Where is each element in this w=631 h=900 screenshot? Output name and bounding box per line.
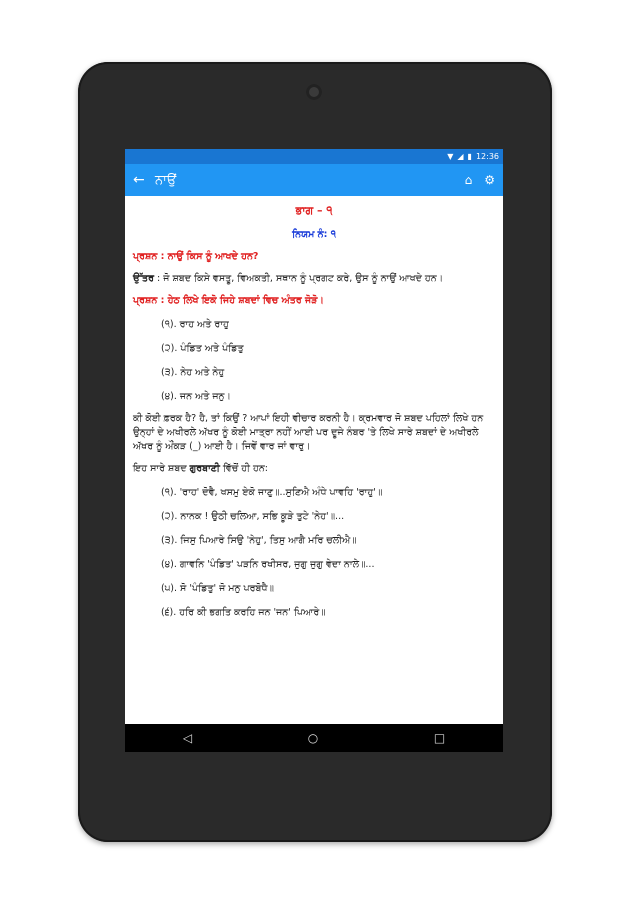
back-arrow-icon[interactable]: ← <box>133 172 145 188</box>
battery-icon: ▮ <box>467 151 472 161</box>
settings-gear-icon[interactable]: ⚙ <box>484 173 495 187</box>
status-bar <box>125 149 503 164</box>
nav-recents-icon[interactable]: □ <box>433 731 446 745</box>
paragraph-source: ਇਹ ਸਾਰੇ ਸ਼ਬਦ ਗੁਰਬਾਣੀ ਵਿੱਚੋਂ ਹੀ ਹਨ: <box>133 463 268 474</box>
list-item: (੧). ਰਾਹ ਅਤੇ ਰਾਹੁ <box>161 319 229 330</box>
answer-label: ਉੱਤਰ <box>133 273 154 284</box>
status-time: 12:36 <box>475 152 499 161</box>
camera-icon <box>306 84 322 100</box>
content-area <box>125 196 503 620</box>
tablet-frame <box>78 62 552 842</box>
example-item: (੨). ਨਾਨਕ ! ਉਠੀ ਚਲਿਆ, ਸਭਿ ਕੂੜੇ ਤੁਟੇ 'ਨੇਹ'॥... <box>161 511 345 522</box>
gurbani-bold: ਗੁਰਬਾਣੀ <box>189 463 220 474</box>
wifi-icon: ▼ <box>447 151 454 161</box>
example-item: (੩). ਜਿਸੁ ਪਿਆਰੇ ਸਿਉ 'ਨੇਹੁ', ਤਿਸੁ ਆਗੈ ਮਰਿ ਚਲੀਐ॥ <box>161 535 357 546</box>
navigation-bar <box>125 724 503 752</box>
rule-heading: ਨਿਯਮ ਨੰ: ੧ <box>292 229 336 240</box>
nav-back-icon[interactable]: ◁ <box>182 731 193 745</box>
answer-text: : ਜੋ ਸ਼ਬਦ ਕਿਸੇ ਵਸਤੂ, ਵਿਅਕਤੀ, ਸਥਾਨ ਨੂੰ ਪ੍ਰਗਟ ਕਰੇ, ਉਸ ਨੂੰ ਨਾਉਂ ਆਖਦੇ ਹਨ। <box>154 273 444 284</box>
nav-home-icon[interactable]: ○ <box>307 731 319 745</box>
paragraph-explanation: ਕੀ ਕੋਈ ਫ਼ਰਕ ਹੈ? ਹੈ, ਤਾਂ ਕਿਉਂ ? ਆਪਾਂ ਇਹੀ ਵੀਚਾਰ ਕਰਨੀ ਹੈ। ਕ੍ਰਮਵਾਰ ਜੋ ਸ਼ਬਦ ਪਹਿਲਾਂ ਲਿਖੇ ਹਨ ਉਨ੍ਹਾਂ ਦੇ ਅਖੀਰਲੇ ਅੱਖਰ ਨੂੰ ਕੋਈ ਮਾਤ੍ਰਾ ਨਹੀਂ ਆਈ ਪਰ ਦੂਜੇ ਨੰਬਰ 'ਤੇ ਲਿਖੇ ਸਾਰੇ ਸ਼ਬਦਾਂ ਦੇ ਅਖੀਰਲੇ ਅੱਖਰ ਨੂੰ ਔਂਕੜ (_) ਆਈ ਹੈ। ਜਿਵੇਂ ਵਾਰ ਜਾਂ ਵਾਰੁ। <box>133 413 484 452</box>
example-item: (੧). 'ਰਾਹ' ਦੋਵੈ, ਖਸਮੁ ਏਕੋ ਜਾਣੁ॥..ਸੁਣਿਐ ਅੰਧੇ ਪਾਵਹਿ 'ਰਾਹੁ'॥ <box>161 487 383 498</box>
section-part-heading: ਭਾਗ – ੧ <box>295 204 333 217</box>
app-bar <box>125 164 503 196</box>
list-item: (੩). ਨੇਹ ਅਤੇ ਨੇਹੁ <box>161 367 225 378</box>
home-icon[interactable]: ⌂ <box>464 173 473 187</box>
example-item: (੫). ਸੋ 'ਪੰਡਿਤੁ' ਜੋ ਮਨੁ ਪਰਬੋਧੈ॥ <box>161 583 274 594</box>
answer-1 <box>133 272 495 286</box>
signal-icon: ◢ <box>457 151 464 161</box>
question-1: ਪ੍ਰਸ਼ਨ : ਨਾਉਂ ਕਿਸ ਨੂੰ ਆਖਦੇ ਹਨ? <box>133 251 259 262</box>
list-item: (੨). ਪੰਡਿਤ ਅਤੇ ਪੰਡਿਤੁ <box>161 343 244 354</box>
example-item: (੬). ਹਰਿ ਕੀ ਭਗਤਿ ਕਰਹਿ ਜਨ 'ਜਨ' ਪਿਆਰੇ॥ <box>161 607 326 618</box>
example-item: (੪). ਗਾਵਨਿ 'ਪੰਡਿਤ' ਪੜਨਿ ਰਖੀਸਰ, ਜੁਗੁ ਜੁਗੁ ਵੇਦਾ ਨਾਲੇ॥... <box>161 559 375 570</box>
screen <box>125 149 503 752</box>
question-2: ਪ੍ਰਸ਼ਨ : ਹੇਠ ਲਿਖੇ ਇਕੋ ਜਿਹੇ ਸ਼ਬਦਾਂ ਵਿਚ ਅੰਤਰ ਜੋੜੋ। <box>133 295 324 306</box>
page-title: ਨਾਉਂ <box>155 172 177 188</box>
list-item: (੪). ਜਨ ਅਤੇ ਜਨੁ। <box>161 391 231 402</box>
